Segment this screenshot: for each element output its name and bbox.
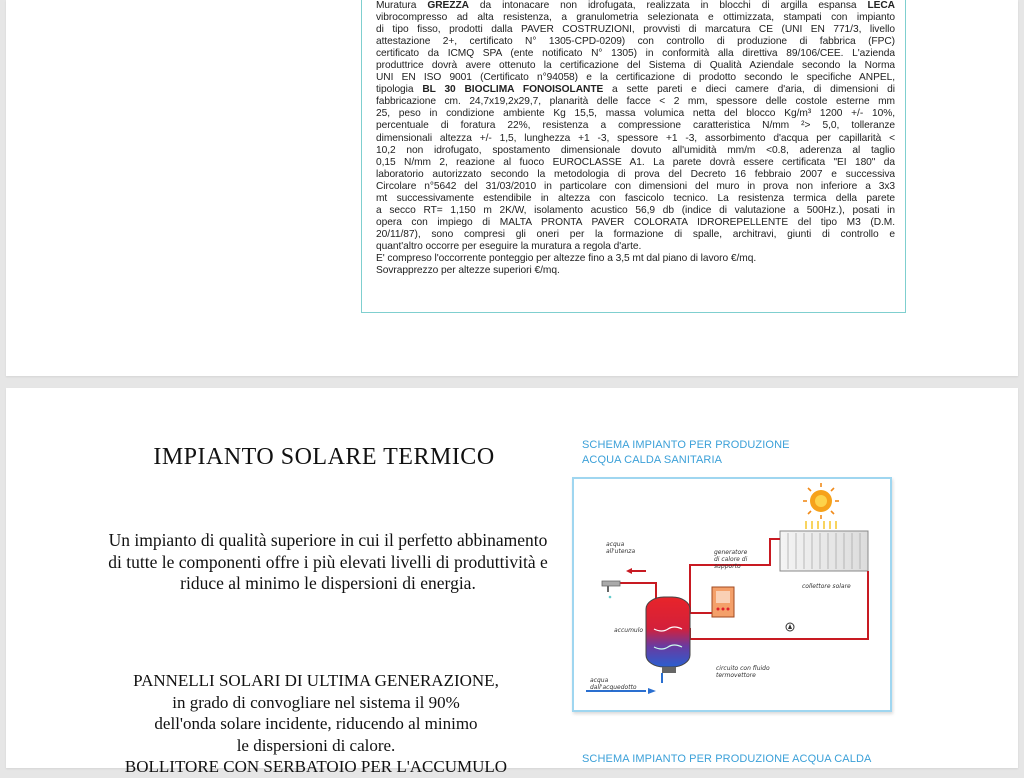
spec-line: E' compreso l'occorrente ponteggio per altezze fino a 3,5 mt dal piano di lavoro €/mq.: [376, 252, 757, 264]
label-collettore: collettore solare: [802, 583, 851, 590]
feature-line: in grado di convogliare nel sistema il 90%: [172, 692, 460, 712]
spec-line: tipologia BL 30 BIOCLIMA FONOISOLANTE a sette pareti e dieci camere d'aria, di dimensioni di: [376, 84, 895, 96]
document-page-2: [6, 388, 1018, 776]
specification-box: [361, 0, 906, 313]
spec-line: 25, peso in condizione ambiente Kg 15,5, massa volumica netta del blocco Kg/m³ 1200 +/- 10%,: [376, 108, 895, 120]
spec-line: 10,2 non idrofugato, spostamento dimensionale dovuto all'umidità mm/m <0.8, aderenza al taglio: [376, 144, 895, 156]
feature-line: le dispersioni di calore.: [236, 735, 396, 755]
features-paragraph: [96, 670, 536, 778]
schema-caption-1: [582, 438, 790, 468]
arrow-left-icon: [626, 568, 632, 574]
spec-line: produttrice dovrà avere ottenuto la certificazione del Sistema di Qualità Aziendale secondo la Norma: [376, 60, 895, 72]
label-circuito: circuito con fluido termovettore: [716, 665, 770, 679]
specification-text: [376, 0, 895, 277]
intro-paragraph: Un impianto di qualità superiore in cui il perfetto abbinamento di tutte le componenti offre i più elevati livelli di produttività e riduce al minimo le dispersioni di energia.: [108, 530, 548, 593]
sun-icon: [803, 483, 839, 529]
spec-line: quant'altro occorre per eseguire la muratura a regola d'arte.: [376, 240, 642, 252]
spec-line: dimensionali altezza +/- 1,5, lunghezza +1 -3, spessore +1 -3, assorbimento d'acqua per capillarità <: [376, 132, 895, 144]
feature-line: dell'onda solare incidente, riducendo al minimo: [154, 714, 478, 733]
storage-tank: [646, 597, 690, 673]
spec-line: Muratura GREZZA da intonacare non idrofugata, realizzata in blocchi di argilla espansa LECA: [376, 0, 895, 11]
schema-caption-2: SCHEMA IMPIANTO PER PRODUZIONE ACQUA CALDA: [582, 753, 872, 765]
spec-line: certificato da ICMQ SPA (ente notificato N° 1305) in conformità alla direttiva 89/106/CEE. L'azienda: [376, 48, 895, 60]
spec-line: vibrocompresso ad alta resistenza, a granulometria selezionata e ottimizzata, stampati con impianto: [376, 12, 895, 24]
spec-line: laboratorio autorizzato secondo la metodologia di prova del Decreto 16 febbraio 2007 e successiva: [376, 168, 895, 180]
solar-collector: [780, 531, 868, 571]
label-acquedotto: acqua dall'acquedotto: [590, 677, 637, 691]
spec-line: UNI EN ISO 9001 (Certificato n°94058) e la certificazione di prodotto secondo le specifiche ANPEL,: [376, 72, 895, 84]
caption-line: ACQUA CALDA SANITARIA: [582, 454, 723, 466]
label-acqua-utenza: acqua all'utenza: [606, 541, 636, 555]
feature-line: BOLLITORE CON SERBATOIO PER L'ACCUMULO: [124, 757, 508, 776]
section-title: IMPIANTO SOLARE TERMICO: [153, 444, 495, 470]
water-tap-icon: [602, 581, 620, 598]
spec-line: a secco RT= 1,150 m 2K/W, isolamento acustico 56,9 db (indice di valutazione a 500Hz.), posati in: [376, 204, 895, 216]
spec-line: 20/11/87), sono compresi gli oneri per la formazione di spalle, architravi, giunti di controllo e: [376, 228, 895, 240]
spec-line: fabbricazione cm. 24,7x19,2x29,7, planarità delle facce < 2 mm, spessore delle costole esterne mm: [376, 96, 895, 108]
solar-system-diagram: [572, 477, 892, 712]
spec-line: Circolare n°5642 del 31/03/2010 in particolare con dimensioni del muro in prova non inferiore a 3x3: [376, 180, 895, 192]
label-accumulo: accumulo: [614, 627, 644, 634]
caption-line: SCHEMA IMPIANTO PER PRODUZIONE: [582, 439, 790, 451]
spec-line: percentuale di foratura 22%, resistenza a compressione caratteristica N/mm ²> 5,0, tolleranze: [376, 120, 895, 132]
spec-line: 0,15 N/mm 2, reazione al fuoco EUROCLASSE A1. La parete dovrà essere certificata "EI 180" da: [376, 156, 895, 168]
document-page-1: [6, 0, 1018, 376]
support-heat-generator: [712, 587, 734, 617]
spec-line: Sovrapprezzo per altezze superiori €/mq.: [376, 265, 560, 277]
spec-line: mt successivamente estendibile in altezza con fascicolo tecnico. La resistenza termica della parete: [376, 192, 895, 204]
arrow-right-icon: [648, 688, 656, 694]
label-generatore: generatore di calore di supporto: [714, 549, 748, 570]
spec-line: opera con impiego di MALTA PRONTA PAVER COLORATA IDROREPELLENTE del tipo M3 (D.M.: [376, 216, 895, 228]
feature-line: PANNELLI SOLARI DI ULTIMA GENERAZIONE,: [133, 671, 499, 690]
spec-line: di tipo fisso, prodotti dalla PAVER COSTRUZIONI, provvisti di marcatura CE (UNI EN 771/3, livello: [376, 24, 895, 36]
spec-line: attestazione 2+, certificato N° 1305-CPD-0209) con controllo di produzione di fabbrica (FPC): [376, 36, 895, 48]
